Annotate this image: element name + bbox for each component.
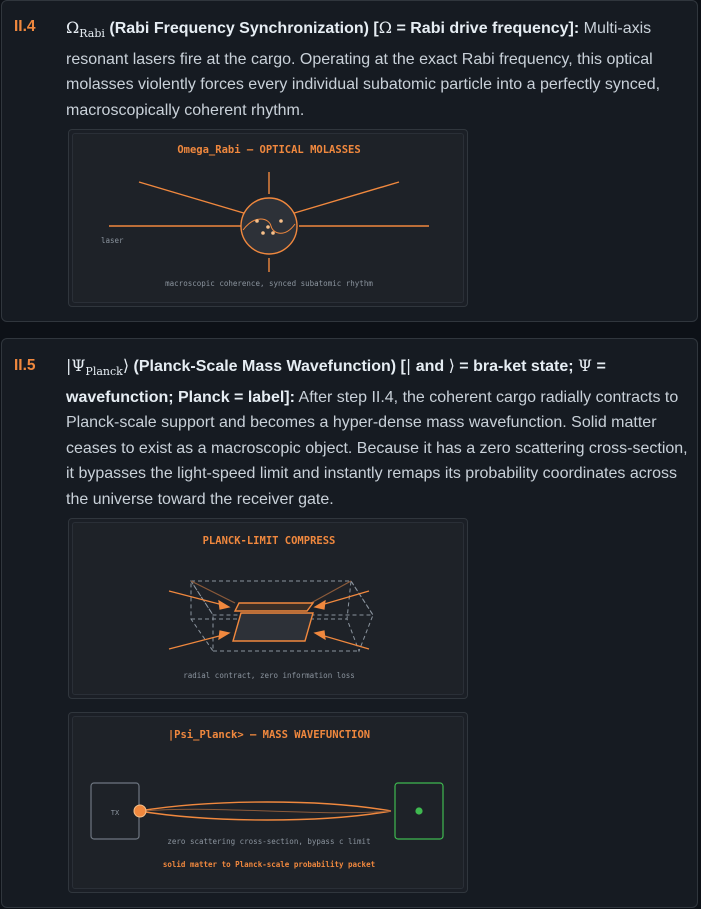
wavefunction-path [143, 809, 391, 812]
tx-label: TX [110, 809, 120, 817]
figure-caption-accent: solid matter to Planck-scale probability packet [162, 860, 376, 869]
section-body: Multi-axis resonant lasers fire at the cargo. Operating at the exact Rabi frequency, this optical molasses violently forces every individual subatomic particle into a perfectly synced, macroscopically coherent rhythm. [66, 20, 661, 119]
section-paragraph [66, 353, 690, 512]
figure-title: PLANCK-LIMIT COMPRESS [202, 535, 336, 547]
section-number: II.5 [14, 357, 36, 374]
figure-optical-molasses [68, 129, 468, 307]
figure-title: Omega_Rabi – OPTICAL MOLASSES [177, 144, 361, 156]
section-heading: $\Omega_{Rabi}$ (Rabi Frequency Synchronization) [Ω = Rabi drive frequency]: [66, 18, 580, 41]
figure-caption: radial contract, zero information loss [183, 671, 355, 680]
section-card-rabi [1, 0, 698, 322]
laser-label: laser [101, 236, 124, 245]
figure-title: |Psi_Planck> – MASS WAVEFUNCTION [167, 729, 371, 741]
compressed-top [235, 603, 313, 611]
figure-caption: macroscopic coherence, synced subatomic rhythm [165, 279, 373, 288]
contraction-guides [191, 581, 351, 603]
figure-mass-wavefunction [68, 712, 468, 893]
section-body: After step II.4, the coherent cargo radially contracts to Planck-scale support and becomes a hyper-dense mass wavefunction. Solid matter ceases to exist as a macroscopic object. Because it has a zero scattering cross-section, it bypasses the light-speed limit and instantly remaps its probability coordinates across the universe toward the receiver gate. [66, 388, 688, 508]
section-card-planck [1, 338, 698, 908]
figure-planck-compress [68, 518, 468, 699]
section-paragraph [66, 15, 688, 123]
section-heading: $|\Psi_{Planck}⟩$ (Planck-Scale Mass Wavefunction) [| and ⟩ = bra-ket state; Ψ = wavefunction; Planck = label]: [66, 356, 606, 406]
section-number: II.4 [14, 18, 36, 35]
mass-packet [134, 805, 146, 817]
receiver-indicator [415, 807, 422, 814]
compressed-cargo [233, 613, 313, 641]
figure-caption: zero scattering cross-section, bypass c limit [167, 837, 371, 846]
